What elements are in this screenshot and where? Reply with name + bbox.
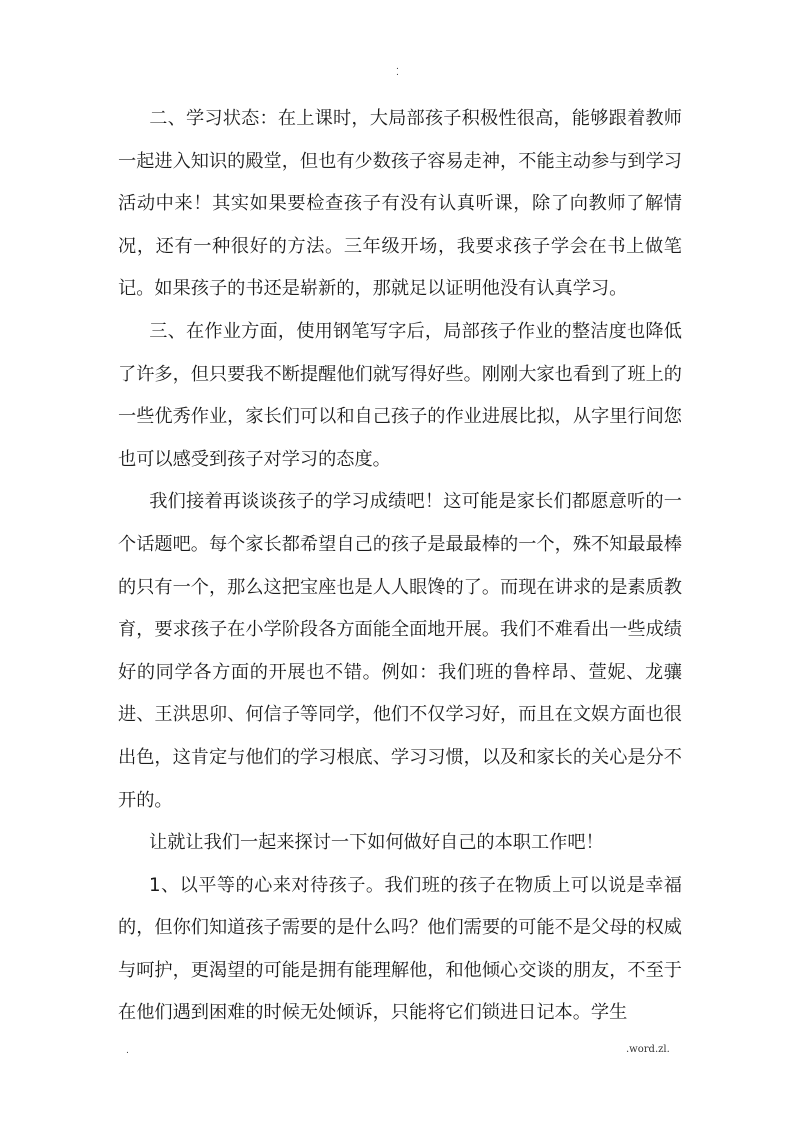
paragraph-text: 让就让我们一起来探讨一下如何做好自己的本职工作吧！ [149, 832, 604, 854]
header-mark: . . [396, 62, 399, 78]
document-body [118, 98, 682, 1035]
paragraph-grades [118, 481, 682, 822]
paragraph-text: 我们接着再谈谈孩子的学习成绩吧！这可能是家长们都愿意听的一个话题吧。每个家长都希望自己的孩子是最最棒的一个，殊不知最最棒的只有一个，那么这把宝座也是人人眼馋的了。而现在讲求的是素质教育，要求孩子在小学阶段各方面能全面地开展。我们不难看出一些成绩好的同学各方面的开展也不错。例如：我们班的鲁梓昂、萱妮、龙骧进、王洪思卯、何信子等同学，他们不仅学习好，而且在文娱方面也很出色，这肯定与他们的学习根底、学习习惯，以及和家长的关心是分不开的。 [118, 491, 682, 811]
paragraph-discussion [118, 822, 682, 865]
paragraph-homework [118, 311, 682, 481]
footer-left-mark: . [126, 1046, 129, 1056]
paragraph-point-1 [118, 865, 682, 1035]
paragraph-text: 二、学习状态：在上课时，大局部孩子积极性很高，能够跟着教师一起进入知识的殿堂，但也有少数孩子容易走神，不能主动参与到学习活动中来！其实如果要检查孩子有没有认真听课，除了向教师了解情况，还有一种很好的方法。三年级开场，我要求孩子学会在书上做笔记。如果孩子的书还是崭新的，那就足以证明他没有认真学习。 [118, 108, 682, 300]
paragraph-text: 1、以平等的心来对待孩子。我们班的孩子在物质上可以说是幸福的，但你们知道孩子需要的是什么吗？他们需要的可能不是父母的权威与呵护，更渴望的可能是拥有能理解他，和他倾心交谈的朋友，不至于在他们遇到困难的时候无处倾诉，只能将它们锁进日记本。学生 [118, 874, 682, 1024]
footer-source-text: .word.zl. [626, 1044, 670, 1055]
paragraph-learning-state [118, 98, 682, 311]
paragraph-text: 三、在作业方面，使用钢笔写字后，局部孩子作业的整洁度也降低了许多，但只要我不断提醒他们就写得好些。刚刚大家也看到了班上的一些优秀作业，家长们可以和自己孩子的作业进展比拟，从字里行间您也可以感受到孩子对学习的态度。 [118, 320, 682, 470]
